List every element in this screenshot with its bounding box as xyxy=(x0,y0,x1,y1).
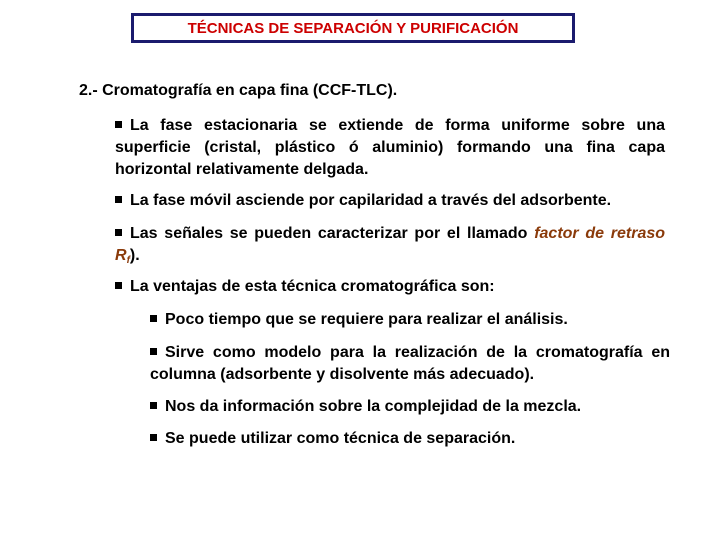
sub-bullet-item-time xyxy=(150,309,670,331)
sub-bullet-item-complexity xyxy=(150,396,670,418)
bullet-text: Las señales se pueden caracterizar por el llamado xyxy=(130,225,535,242)
bullet-text: La fase móvil asciende por capilaridad a través del adsorbente. xyxy=(130,192,612,209)
bullet-item-stationary-phase xyxy=(115,115,665,181)
sub-bullet-text: Sirve como modelo para la realización de la cromatografía en columna (adsorbente y disolvente más adecuado). xyxy=(150,344,670,383)
page-title: TÉCNICAS DE SEPARACIÓN Y PURIFICACIÓN xyxy=(187,19,519,37)
sub-bullet-text: Se puede utilizar como técnica de separación. xyxy=(165,430,516,447)
square-bullet-icon xyxy=(150,434,157,441)
square-bullet-icon xyxy=(115,229,122,236)
square-bullet-icon xyxy=(150,315,157,322)
retention-factor-text: factor de retraso R xyxy=(115,225,666,264)
retention-factor-subscript: f xyxy=(126,255,130,266)
sub-bullet-text: Nos da información sobre la complejidad de la mezcla. xyxy=(165,398,582,415)
bullet-text: La fase estacionaria se extiende de forma uniforme sobre una superficie (cristal, plástico ó aluminio) formando una fina capa horizontal relativamente delgada. xyxy=(115,117,665,178)
sub-bullet-text: Poco tiempo que se requiere para realizar el análisis. xyxy=(165,311,568,328)
bullet-item-mobile-phase xyxy=(115,190,675,212)
sub-bullet-item-column-model xyxy=(150,342,670,386)
square-bullet-icon xyxy=(115,121,122,128)
bullet-item-advantages xyxy=(115,276,665,298)
title-box xyxy=(131,13,575,43)
bullet-text-end: ). xyxy=(129,247,140,264)
bullet-item-retention-factor xyxy=(115,223,665,272)
section-heading: 2.- Cromatografía en capa fina (CCF-TLC). xyxy=(79,82,398,99)
sub-bullet-item-separation xyxy=(150,428,670,450)
square-bullet-icon xyxy=(115,196,122,203)
bullet-text: La ventajas de esta técnica cromatográfica son: xyxy=(130,278,495,295)
square-bullet-icon xyxy=(115,282,122,289)
square-bullet-icon xyxy=(150,402,157,409)
square-bullet-icon xyxy=(150,348,157,355)
